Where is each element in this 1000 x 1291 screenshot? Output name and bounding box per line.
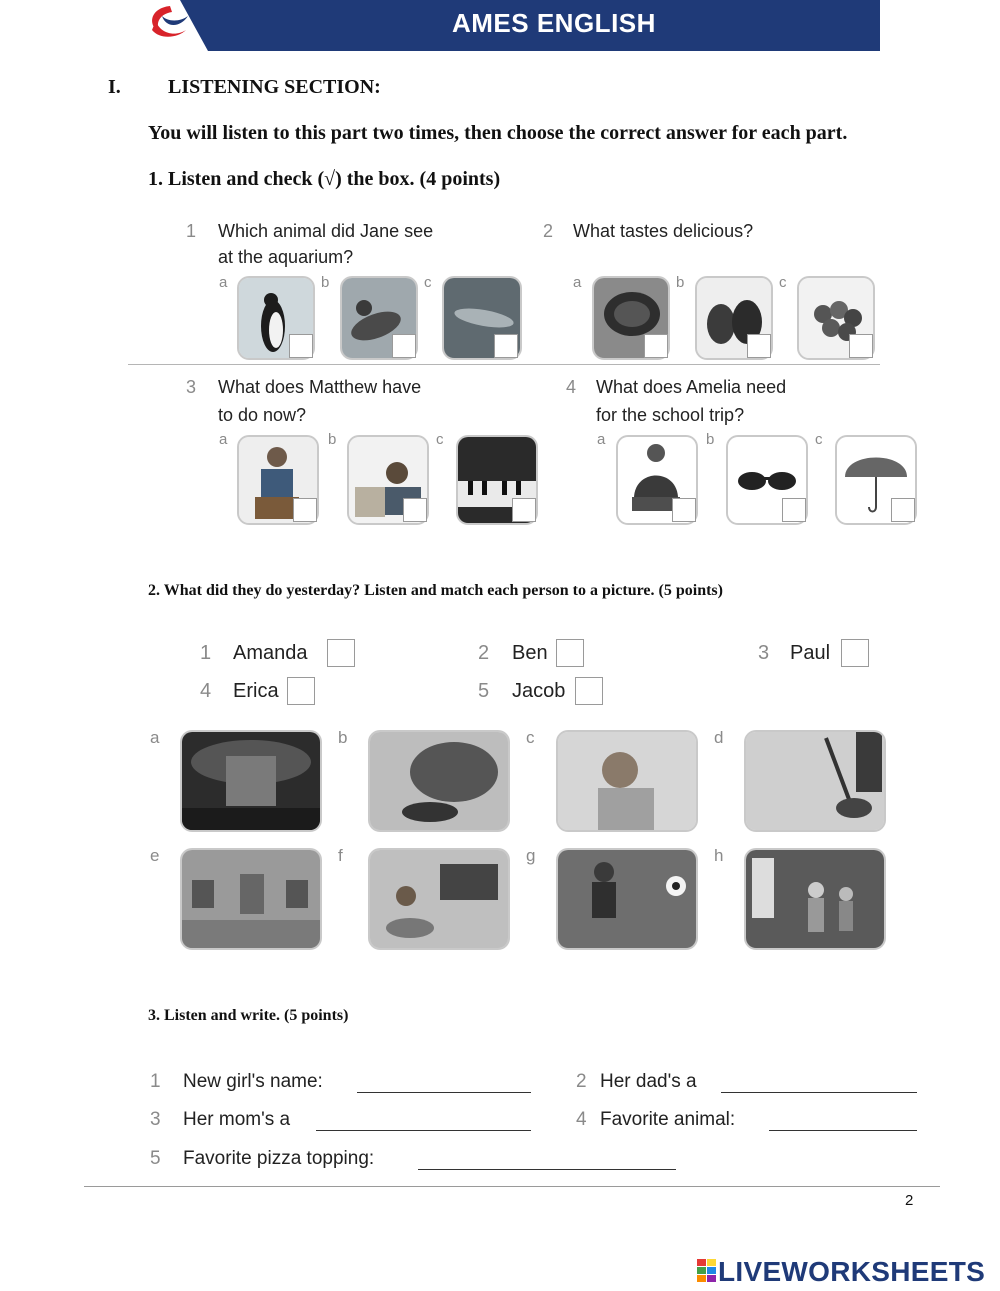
q3-option-letter: c — [436, 431, 444, 448]
q4-text-line1: What does Amelia need — [596, 377, 787, 397]
write-item-text: Her dad's a — [600, 1071, 697, 1092]
footer-divider — [84, 1186, 940, 1187]
girl-eating-picture — [556, 730, 698, 832]
q2-c-checkbox[interactable] — [849, 334, 873, 358]
section-title: LISTENING SECTION: — [168, 76, 381, 98]
q2-number: 2 — [543, 221, 554, 241]
picture-letter: g — [526, 846, 536, 865]
q2-option-letter: b — [676, 274, 685, 291]
erica-answer-box[interactable] — [287, 677, 315, 705]
person-number: 2 — [478, 642, 490, 664]
museum-tour-picture — [744, 848, 886, 950]
picture-letter: f — [338, 846, 343, 865]
write-item-number: 1 — [150, 1071, 161, 1092]
write-item-number: 4 — [576, 1109, 587, 1130]
q4-option-letter: a — [597, 431, 606, 448]
header-title: AMES ENGLISH — [452, 8, 656, 38]
picture-letter: d — [714, 728, 724, 747]
q2-option-letter: c — [779, 274, 787, 291]
liveworksheets-logo-icon — [697, 1259, 717, 1283]
write-item-number: 3 — [150, 1109, 161, 1130]
q4-number: 4 — [566, 377, 577, 397]
write-item-text: New girl's name: — [183, 1071, 323, 1092]
q3-number: 3 — [186, 377, 197, 397]
q1-option-letter: a — [219, 274, 228, 291]
person-name: Amanda — [233, 642, 308, 664]
q4-b-checkbox[interactable] — [782, 498, 806, 522]
q4-text-line2: for the school trip? — [596, 405, 745, 425]
page-number: 2 — [905, 1192, 914, 1209]
q1-option-letter: b — [321, 274, 330, 291]
q3-text-line1: What does Matthew have — [218, 377, 422, 397]
section-number: I. — [108, 76, 121, 98]
theater-picture — [180, 730, 322, 832]
watching-tv-picture — [368, 848, 510, 950]
picture-letter: e — [150, 846, 160, 865]
part1-heading: 1. Listen and check (√) the box. (4 points) — [148, 168, 501, 190]
q3-option-letter: b — [328, 431, 337, 448]
ben-answer-box[interactable] — [556, 639, 584, 667]
picture-letter: a — [150, 728, 160, 747]
museum-picture — [180, 848, 322, 950]
person-number: 1 — [200, 642, 212, 664]
person-number: 4 — [200, 680, 212, 702]
q3-c-checkbox[interactable] — [512, 498, 536, 522]
write-item-text: Her mom's a — [183, 1109, 291, 1130]
ames-logo-icon — [140, 0, 230, 51]
q3-option-letter: a — [219, 431, 228, 448]
q4-c-checkbox[interactable] — [891, 498, 915, 522]
question-divider — [128, 364, 880, 365]
write-item-text: Favorite pizza topping: — [183, 1148, 375, 1169]
mom-job-answer-line[interactable] — [316, 1130, 531, 1131]
part2-heading: 2. What did they do yesterday? Listen and match each person to a picture. (5 points) — [148, 582, 723, 599]
q3-text-line2: to do now? — [218, 405, 307, 425]
new-girl-name-answer-line[interactable] — [357, 1092, 531, 1093]
q1-b-checkbox[interactable] — [392, 334, 416, 358]
q4-option-letter: b — [706, 431, 715, 448]
favorite-animal-answer-line[interactable] — [769, 1130, 917, 1131]
liveworksheets-watermark: LIVEWORKSHEETS — [718, 1256, 986, 1287]
q1-number: 1 — [186, 221, 197, 241]
dad-job-answer-line[interactable] — [721, 1092, 917, 1093]
person-name: Erica — [233, 680, 279, 702]
jacob-answer-box[interactable] — [575, 677, 603, 705]
q4-option-letter: c — [815, 431, 823, 448]
q3-b-checkbox[interactable] — [403, 498, 427, 522]
person-name: Ben — [512, 642, 548, 664]
playing-soccer-picture — [556, 848, 698, 950]
picture-letter: h — [714, 846, 724, 865]
person-number: 3 — [758, 642, 770, 664]
paul-answer-box[interactable] — [841, 639, 869, 667]
part3-heading: 3. Listen and write. (5 points) — [148, 1007, 349, 1024]
pizza-topping-answer-line[interactable] — [418, 1169, 676, 1170]
q4-a-checkbox[interactable] — [672, 498, 696, 522]
picture-letter: c — [526, 728, 535, 747]
person-name: Jacob — [512, 680, 566, 702]
person-number: 5 — [478, 680, 490, 702]
q2-text-line1: What tastes delicious? — [573, 221, 754, 241]
q3-a-checkbox[interactable] — [293, 498, 317, 522]
q1-c-checkbox[interactable] — [494, 334, 518, 358]
q1-a-checkbox[interactable] — [289, 334, 313, 358]
q2-a-checkbox[interactable] — [644, 334, 668, 358]
instruction-text: You will listen to this part two times, then choose the correct answer for each part. — [148, 122, 848, 144]
picture-letter: b — [338, 728, 348, 747]
amanda-answer-box[interactable] — [327, 639, 355, 667]
write-item-number: 5 — [150, 1148, 161, 1169]
write-item-text: Favorite animal: — [600, 1109, 736, 1130]
person-name: Paul — [790, 642, 831, 664]
q1-text-line2: at the aquarium? — [218, 247, 354, 267]
write-item-number: 2 — [576, 1071, 587, 1092]
q1-text-line1: Which animal did Jane see — [218, 221, 434, 241]
q2-option-letter: a — [573, 274, 582, 291]
cat-eating-picture — [368, 730, 510, 832]
vacuuming-picture — [744, 730, 886, 832]
q1-option-letter: c — [424, 274, 432, 291]
q2-b-checkbox[interactable] — [747, 334, 771, 358]
